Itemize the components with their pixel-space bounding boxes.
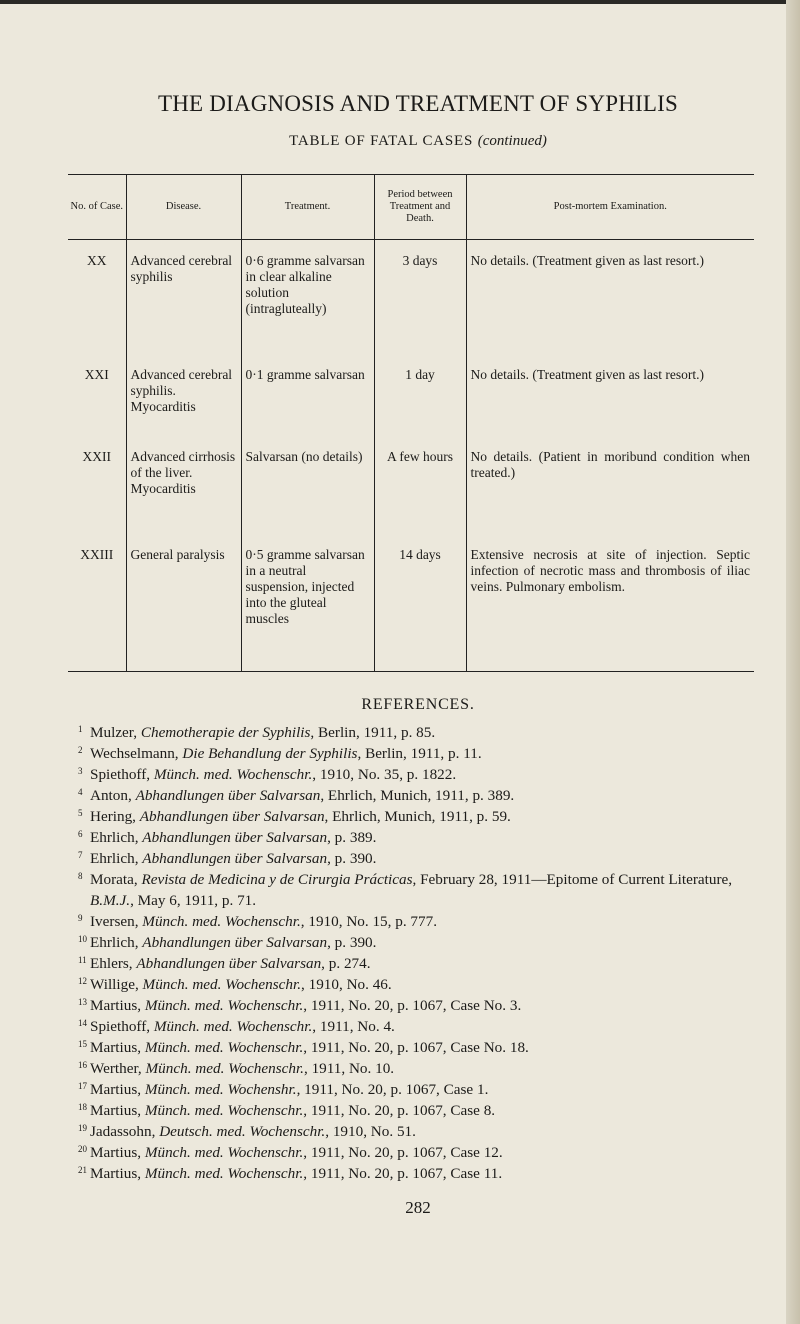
table-title — [68, 133, 768, 150]
header-treatment: Treatment. — [241, 175, 374, 240]
reference-details: , 1911, No. 10. — [303, 1060, 395, 1077]
reference-title: Münch. med. Wochenschr. — [153, 1018, 313, 1035]
disease-cell: Advanced cerebral syphilis — [126, 240, 241, 355]
table-body — [68, 240, 754, 672]
reference-author: Wechselmann, — [90, 745, 183, 762]
post-mortem-cell: No details. (Patient in moribund condition when treated.) — [466, 436, 754, 534]
reference-number: 5 — [78, 808, 83, 818]
reference-number: 12 — [78, 976, 87, 986]
reference-number: 8 — [78, 871, 83, 881]
reference-details: , Ehrlich, Munich, 1911, p. 59. — [324, 808, 511, 825]
reference-author: Ehrlich, — [90, 829, 143, 846]
reference-author: Ehlers, — [90, 955, 137, 972]
reference-details: , 1911, No. 20, p. 1067, Case No. 18. — [303, 1039, 529, 1056]
reference-details: , 1911, No. 20, p. 1067, Case 12. — [303, 1144, 503, 1161]
reference-title: Münch. med. Wochenschr. — [144, 997, 304, 1014]
table-row — [68, 354, 754, 436]
header-post-mortem: Post-mortem Examination. — [466, 175, 754, 240]
reference-item — [68, 743, 758, 764]
reference-journal: B.M.J. — [90, 892, 131, 909]
reference-title: Münch. med. Wochenshr. — [144, 1081, 297, 1098]
reference-details: , 1910, No. 51. — [325, 1123, 416, 1140]
disease-cell: Advanced cirrhosis of the liver. Myocarditis — [126, 436, 241, 534]
reference-details: , Berlin, 1911, p. 85. — [310, 724, 436, 741]
table-row — [68, 436, 754, 534]
reference-item — [68, 1058, 758, 1079]
reference-author: Ehrlich, — [90, 850, 143, 867]
reference-item — [68, 1079, 758, 1100]
reference-author: Martius, — [90, 997, 145, 1014]
reference-title: Münch. med. Wochenschr. — [144, 1039, 304, 1056]
references-list — [68, 722, 758, 1184]
reference-details: , p. 390. — [327, 934, 377, 951]
reference-details: , p. 390. — [327, 850, 377, 867]
case-number: XXIII — [80, 547, 114, 562]
reference-details: , p. 389. — [327, 829, 377, 846]
reference-item — [68, 722, 758, 743]
reference-author: Spiethoff, — [90, 766, 154, 783]
disease-cell: General paralysis — [126, 534, 241, 672]
case-number: XX — [87, 253, 107, 268]
reference-details: , Ehrlich, Munich, 1911, p. 389. — [320, 787, 515, 804]
reference-number: 16 — [78, 1060, 87, 1070]
reference-author: Jadassohn, — [90, 1123, 160, 1140]
reference-author: Martius, — [90, 1081, 145, 1098]
reference-item — [68, 974, 758, 995]
reference-title: Abhandlungen über Salvarsan — [142, 934, 328, 951]
table-row — [68, 240, 754, 355]
treatment-cell: 0·6 gramme salvarsan in clear alkaline solution (intragluteally) — [241, 240, 374, 355]
disease-cell: Advanced cerebral syphilis. Myocarditis — [126, 354, 241, 436]
period-cell: 1 day — [374, 354, 466, 436]
reference-title: Revista de Medicina y de Cirurgia Prácticas — [141, 871, 413, 888]
reference-title: Münch. med. Wochenschr. — [144, 1144, 304, 1161]
reference-item — [68, 1142, 758, 1163]
running-head: THE DIAGNOSIS AND TREATMENT OF SYPHILIS — [157, 91, 678, 116]
case-number: XXI — [84, 367, 109, 382]
fatal-cases-table — [68, 174, 754, 672]
reference-title: Abhandlungen über Salvarsan — [136, 955, 322, 972]
period-cell: 14 days — [374, 534, 466, 672]
reference-item — [68, 932, 758, 953]
reference-title: Abhandlungen über Salvarsan — [142, 850, 328, 867]
header-case-number: No. of Case. — [68, 175, 126, 240]
reference-details: , 1910, No. 15, p. 777. — [300, 913, 438, 930]
reference-item — [68, 1037, 758, 1058]
period-cell: 3 days — [374, 240, 466, 355]
reference-item — [68, 1100, 758, 1121]
reference-details: , 1911, No. 20, p. 1067, Case 1. — [296, 1081, 489, 1098]
reference-number: 15 — [78, 1039, 87, 1049]
reference-number: 7 — [78, 850, 83, 860]
reference-title: Deutsch. med. Wochenschr. — [159, 1123, 326, 1140]
reference-title: Münch. med. Wochenschr. — [144, 1165, 304, 1182]
reference-item — [68, 848, 758, 869]
reference-number: 2 — [78, 745, 83, 755]
reference-title: Münch. med. Wochenschr. — [153, 766, 313, 783]
reference-item — [68, 764, 758, 785]
reference-title: Abhandlungen über Salvarsan — [139, 808, 325, 825]
reference-details: , 1911, No. 20, p. 1067, Case 11. — [303, 1165, 503, 1182]
reference-item — [68, 869, 758, 911]
table-header-row — [68, 175, 754, 240]
reference-author: Spiethoff, — [90, 1018, 154, 1035]
treatment-cell: 0·5 gramme salvarsan in a neutral suspension, injected into the gluteal muscles — [241, 534, 374, 672]
reference-item — [68, 1163, 758, 1184]
table-row — [68, 534, 754, 672]
reference-details: , p. 274. — [321, 955, 371, 972]
reference-author: Iversen, — [90, 913, 143, 930]
reference-item — [68, 827, 758, 848]
header-period: Period between Treatment and Death. — [374, 175, 466, 240]
reference-title: Chemotherapie der Syphilis — [140, 724, 311, 741]
reference-author: Martius, — [90, 1039, 145, 1056]
reference-item — [68, 1121, 758, 1142]
post-mortem-cell: No details. (Treatment given as last resort.) — [466, 354, 754, 436]
reference-author: Mulzer, — [90, 724, 141, 741]
page-number: 282 — [405, 1198, 431, 1217]
reference-number: 11 — [78, 955, 87, 965]
reference-item — [68, 806, 758, 827]
reference-details-2: , May 6, 1911, p. 71. — [130, 892, 257, 909]
reference-author: Martius, — [90, 1102, 145, 1119]
top-rule — [0, 0, 800, 4]
reference-number: 14 — [78, 1018, 87, 1028]
reference-details: , 1910, No. 46. — [301, 976, 392, 993]
reference-title: Münch. med. Wochenschr. — [145, 1060, 304, 1077]
reference-number: 18 — [78, 1102, 87, 1112]
post-mortem-cell: No details. (Treatment given as last resort.) — [466, 240, 754, 355]
reference-number: 13 — [78, 997, 87, 1007]
header-disease: Disease. — [126, 175, 241, 240]
reference-item — [68, 1016, 758, 1037]
reference-number: 3 — [78, 766, 83, 776]
reference-author: Werther, — [90, 1060, 146, 1077]
reference-details: , 1911, No. 4. — [312, 1018, 395, 1035]
reference-author: Martius, — [90, 1165, 145, 1182]
reference-number: 20 — [78, 1144, 87, 1154]
period-cell: A few hours — [374, 436, 466, 534]
reference-author: Anton, — [90, 787, 136, 804]
reference-author: Morata, — [90, 871, 142, 888]
reference-title: Die Behandlung der Syphilis — [182, 745, 358, 762]
treatment-cell: Salvarsan (no details) — [241, 436, 374, 534]
reference-number: 6 — [78, 829, 83, 839]
table-title-text: TABLE OF FATAL CASES — [289, 133, 474, 149]
case-number: XXII — [82, 449, 111, 464]
reference-number: 19 — [78, 1123, 87, 1133]
post-mortem-cell: Extensive necrosis at site of injection. Septic infection of necrotic mass and thrombosis of iliac veins. Pulmonary embolism. — [466, 534, 754, 672]
reference-details: , 1911, No. 20, p. 1067, Case 8. — [303, 1102, 496, 1119]
reference-item — [68, 953, 758, 974]
reference-author: Martius, — [90, 1144, 145, 1161]
table-header — [68, 175, 754, 240]
reference-title: Abhandlungen über Salvarsan — [142, 829, 328, 846]
page-spine-edge — [786, 0, 800, 1324]
reference-number: 10 — [78, 934, 87, 944]
reference-title: Münch. med. Wochenschr. — [142, 976, 301, 993]
reference-number: 17 — [78, 1081, 87, 1091]
reference-number: 9 — [78, 913, 83, 923]
reference-item — [68, 785, 758, 806]
reference-details: , February 28, 1911—Epitome of Current Literature, — [412, 871, 733, 888]
reference-title: Münch. med. Wochenschr. — [144, 1102, 304, 1119]
treatment-cell: 0·1 gramme salvarsan — [241, 354, 374, 436]
reference-details: , 1910, No. 35, p. 1822. — [312, 766, 457, 783]
reference-number: 4 — [78, 787, 83, 797]
reference-details: , Berlin, 1911, p. 11. — [357, 745, 482, 762]
reference-item — [68, 911, 758, 932]
reference-number: 1 — [78, 724, 83, 734]
reference-details: , 1911, No. 20, p. 1067, Case No. 3. — [303, 997, 522, 1014]
reference-author: Hering, — [90, 808, 140, 825]
reference-author: Willige, — [90, 976, 143, 993]
reference-author: Ehrlich, — [90, 934, 143, 951]
reference-number: 21 — [78, 1165, 87, 1175]
table-title-note: (continued) — [477, 133, 547, 149]
references-heading: REFERENCES. — [361, 696, 475, 713]
reference-item — [68, 995, 758, 1016]
reference-title: Abhandlungen über Salvarsan — [135, 787, 321, 804]
reference-title: Münch. med. Wochenschr. — [142, 913, 301, 930]
